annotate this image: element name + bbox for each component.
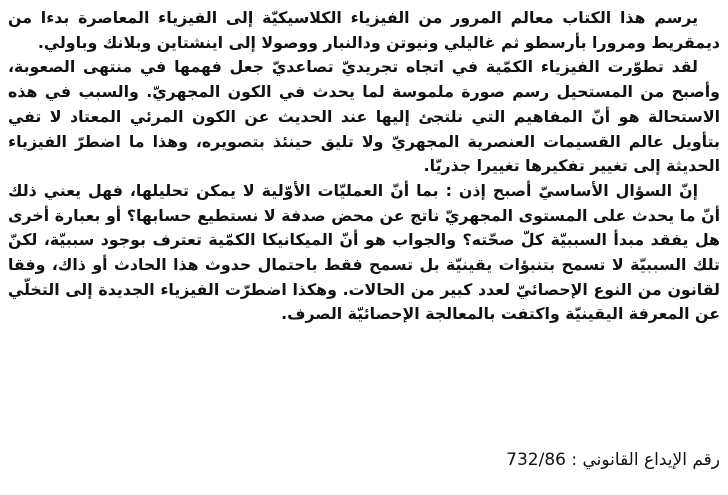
paragraph-intro: يرسم هذا الكتاب معالم المرور من الفيزياء الكلاسيكيّة إلى الفيزياء المعاصرة بدءا من ديمقريط ومرورا بأرسطو ثم غاليلي ونيوتن ودالنبار ووصولا إلى اينشتاين وبلانك وباولي.	[8, 8, 720, 52]
paragraph-causality-question: إنّ السؤال الأساسيّ أصبح إذن : بما أنّ العمليّات الأوّلية لا يمكن تحليلها، فهل يعني ذلك أنّ ما يحدث على المستوى المجهريّ ناتج عن محض صدفة لا نستطيع حسابها؟ أو بعبارة أخرى هل يفقد مبدأ السببيّة كلّ صحّته؟ والجواب هو أنّ الميكانيكا الكمّية تعترف بوجود سببيّة، لكنّ تلك السببيّة لا تسمح بتنبؤات يقينيّة بل تسمح فقط باحتمال حدوث هذا الحادث أو ذاك، وفقا لقانون من النوع الإحصائيّ لعدد كبير من الحالات. وهكذا اضطرّت الفيزياء الجديدة إلى التخلّي عن المعرفة اليقينيّة واكتفت بالمعالجة الإحصائيّة الصرف.	[8, 180, 720, 324]
legal-deposit-label: رقم الإيداع القانوني :	[571, 450, 720, 470]
description-text-block	[8, 6, 720, 327]
legal-deposit-number: 732/86	[506, 450, 566, 470]
paragraph-quantum-abstraction: لقد تطوّرت الفيزياء الكمّية في اتجاه تجريديّ تصاعديّ جعل فهمها في منتهى الصعوبة، وأصبح من المستحيل رسم صورة ملموسة لما يحدث في الكون المجهريّ. والسبب في هذه الاستحالة هو أنّ المفاهيم التي نلتجئ إليها عند الحديث عن الكون المرئي المعتاد لا تفي بتأويل عالم القسيمات العنصرية المجهريّ ولا تليق حينئذ بتصويره، وهذا ما اضطرّ الفيزياء الحديثة إلى تغيير تفكيرها تغييرا جذريّا.	[8, 57, 720, 176]
legal-deposit-line	[506, 446, 720, 474]
